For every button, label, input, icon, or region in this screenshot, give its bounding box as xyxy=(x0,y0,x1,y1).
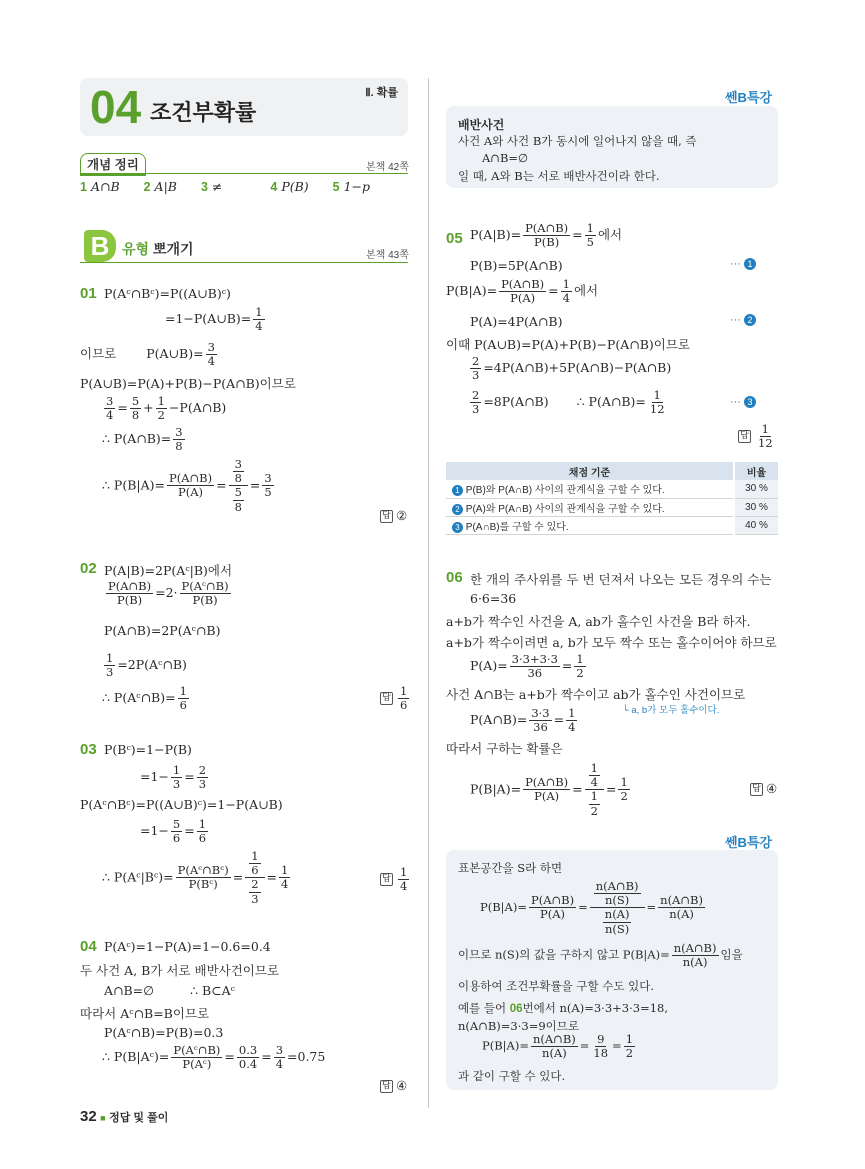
special2-line8: 과 같이 구할 수 있다. xyxy=(458,1069,566,1083)
p06-note: └ a, b가 모두 홀수이다. xyxy=(622,705,720,716)
answer-icon: 답 xyxy=(738,430,751,443)
problem-01-number: 01 xyxy=(80,285,97,302)
p03-line1: P(Bᶜ)=1−P(B) xyxy=(104,742,192,757)
p05-line6: $\frac{2}{3}$ =4P(A∩B)+5P(A∩B)−P(A∩B) xyxy=(472,354,672,383)
problem-06-number: 06 xyxy=(446,569,463,586)
p05-marker-3: ··· 3 xyxy=(730,396,756,408)
p03-line5: ∴ P(Aᶜ|Bᶜ)= $\frac{\text{P(Aᶜ∩Bᶜ)}}{\text{P(Bᶜ)}}$ = $\frac{\frac{1}{6}}{\frac{2}{3}}$ = $\frac{1}{4}$ xyxy=(102,849,289,906)
special2-line3: 이므로 n(S)의 값을 구하지 않고 P(B|A)= $\frac{n(A\cap B)}{n(A)}$ 임을 xyxy=(458,941,743,970)
answer-icon: 답 xyxy=(380,510,393,523)
p01-line1: P(Aᶜ∩Bᶜ)=P((A∪B)ᶜ) xyxy=(104,286,231,301)
type-section-badge: B xyxy=(84,230,116,262)
p04-line2: 두 사건 A, B가 서로 배반사건이므로 xyxy=(80,963,280,978)
grading-row: 1 P(B)와 P(A∩B) 사이의 관계식을 구할 수 있다. 30 % xyxy=(446,480,778,498)
p05-line3: P(B|A)= $\frac{P(A\cap B)}{P(A)}$ = $\frac{1}{4}$ 에서 xyxy=(446,277,599,306)
p03-line3: P(Aᶜ∩Bᶜ)=P((A∪B)ᶜ)=1−P(A∪B) xyxy=(80,797,283,812)
special-title: 배반사건 xyxy=(458,118,505,132)
concept-item: 5 1−p xyxy=(332,179,371,194)
p04-answer: 답 ④ xyxy=(380,1078,407,1093)
type-section-ref: 본책 43쪽 xyxy=(366,250,409,261)
p05-line4: P(A)=4P(A∩B) xyxy=(470,314,563,329)
p01-line2: =1−P(A∪B)= $\frac{1}{4}$ xyxy=(165,305,263,334)
concept-label-text: 개념 정리 xyxy=(87,158,139,172)
p01-line6: ∴ P(A∩B)= $\frac{3}{8}$ xyxy=(102,425,183,454)
p01-answer: 답 ② xyxy=(380,508,407,523)
p06-line9: P(B|A)= $\frac{P(A\cap B)}{P(A)}$ = $\frac{\frac{1}{4}}{\frac{1}{2}}$ = $\frac{1}{2}$ xyxy=(470,761,628,818)
p06-line6: 사건 A∩B는 a+b가 짝수이고 ab가 홀수인 사건이므로 xyxy=(446,687,746,702)
p02-line3: P(A∩B)=2P(Aᶜ∩B) xyxy=(104,623,221,638)
problem-03-number: 03 xyxy=(80,741,97,758)
unit-label: Ⅱ. 확률 xyxy=(365,87,398,99)
type-section-title: 유형 뽀개기 xyxy=(122,241,194,257)
special-box-1 xyxy=(446,106,778,188)
problem-02-number: 02 xyxy=(80,560,97,577)
answer-icon: 답 xyxy=(750,783,763,796)
p02-line5: ∴ P(Aᶜ∩B)= $\frac{1}{6}$ xyxy=(102,684,187,713)
chapter-number: 04 xyxy=(90,81,142,133)
grading-header xyxy=(446,462,778,480)
answer-icon: 답 xyxy=(380,1080,393,1093)
p05-line1: P(A|B)= $\frac{P(A\cap B)}{P(B)}$ = $\frac{1}{5}$ 에서 xyxy=(470,221,623,250)
p04-line5: P(Aᶜ∩B)=P(B)=0.3 xyxy=(104,1025,224,1040)
p06-line1: 한 개의 주사위를 두 번 던져서 나오는 모든 경우의 수는 xyxy=(470,572,772,587)
p06-line4: a+b가 짝수이려면 a, b가 모두 짝수 또는 홀수이어야 하므로 xyxy=(446,635,777,650)
concept-answers xyxy=(80,179,370,194)
column-divider xyxy=(428,78,429,1108)
p02-line4: $\frac{1}{3}$ =2P(Aᶜ∩B) xyxy=(106,651,187,680)
p06-answer: 답 ④ xyxy=(750,781,777,796)
answer-icon: 답 xyxy=(380,873,393,886)
special-badge-1: 쎈B특강 xyxy=(725,90,773,105)
grading-row: 2 P(A)와 P(A∩B) 사이의 관계식을 구할 수 있다. 30 % xyxy=(446,498,778,516)
p05-line7: $\frac{2}{3}$ =8P(A∩B) ∴ P(A∩B)= $\frac{1}{12}$ xyxy=(472,388,665,417)
p06-line8: 따라서 구하는 확률은 xyxy=(446,741,563,756)
p05-line2: P(B)=5P(A∩B) xyxy=(470,258,563,273)
special2-line5: 예를 들어 06번에서 n(A)=3·3+3·3=18, xyxy=(458,1001,668,1015)
grading-header-criteria: 채점 기준 xyxy=(446,462,734,480)
p04-line3: A∩B=∅ ∴ B⊂Aᶜ xyxy=(104,983,236,998)
special2-line4: 이용하여 조건부확률을 구할 수도 있다. xyxy=(458,979,655,993)
special-line2: A∩B=∅ xyxy=(482,151,529,165)
p02-answer: 답 $\frac{1}{6}$ xyxy=(380,685,411,712)
p03-line4: =1− $\frac{5}{6}$ = $\frac{1}{6}$ xyxy=(140,817,207,846)
p02-line1: P(A|B)=2P(Aᶜ|B)에서 xyxy=(104,563,233,578)
p05-line5: 이때 P(A∪B)=P(A)+P(B)−P(A∩B)이므로 xyxy=(446,337,691,352)
p01-line3: 이므로 P(A∪B)= $\frac{3}{4}$ xyxy=(80,340,215,369)
page-footer: 32 ■ 정답 및 풀이 xyxy=(80,1108,169,1125)
p05-answer: 답 $\frac{1}{12}$ xyxy=(738,423,777,450)
special2-line2: P(B|A)= $\frac{P(A\cap B)}{P(A)}$ = $\frac{\frac{n(A\cap B)}{n(S)}}{\frac{n(A)}{n(S)}}$ = $\frac{n(A\cap B)}{n(A)}$ xyxy=(480,879,703,936)
special-box-2 xyxy=(446,850,778,1090)
p06-line3: a+b가 짝수인 사건을 A, ab가 홀수인 사건을 B라 하자. xyxy=(446,614,751,629)
p06-line5: P(A)= $\frac{3\cdot 3+3\cdot 3}{36}$ = $\frac{1}{2}$ xyxy=(470,652,584,681)
p05-marker-1: ··· 1 xyxy=(730,258,756,270)
concept-item: 1 A∩B xyxy=(80,179,120,194)
p01-line5: $\frac{3}{4}$ = $\frac{5}{8}$ + $\frac{1}{2}$ −P(A∩B) xyxy=(106,394,227,423)
grading-header-ratio: 비율 xyxy=(746,467,767,479)
special2-line1: 표본공간을 S라 하면 xyxy=(458,861,563,875)
p06-line2: 6·6=36 xyxy=(470,591,517,606)
p01-line4: P(A∪B)=P(A)+P(B)−P(A∩B)이므로 xyxy=(80,376,296,391)
special-line1: 사건 A와 사건 B가 동시에 일어나지 않을 때, 즉 xyxy=(458,134,697,148)
concept-item: 2 A|B xyxy=(143,179,177,194)
chapter-title: 조건부확률 xyxy=(150,100,257,125)
p04-line4: 따라서 Aᶜ∩B=B이므로 xyxy=(80,1006,210,1021)
p01-line7: ∴ P(B|A)= $\frac{P(A\cap B)}{P(A)}$ = $\frac{\frac{3}{8}}{\frac{5}{8}}$ = $\frac{3}{5}$ xyxy=(102,457,272,514)
grading-row: 3 P(A∩B)를 구할 수 있다. 40 % xyxy=(446,516,778,534)
grading-table xyxy=(446,462,778,535)
p06-line7: P(A∩B)= $\frac{3\cdot 3}{36}$ = $\frac{1}{4}$ xyxy=(470,706,576,735)
chapter-header xyxy=(80,78,408,136)
concept-item: 4 P(B) xyxy=(270,179,309,194)
p04-line1: P(Aᶜ)=1−P(A)=1−0.6=0.4 xyxy=(104,939,271,954)
p03-answer: 답 $\frac{1}{4}$ xyxy=(380,866,411,893)
problem-05-number: 05 xyxy=(446,230,463,247)
special2-line7: P(B|A)= $\frac{n(A\cap B)}{n(A)}$ = $\frac{9}{18}$ = $\frac{1}{2}$ xyxy=(482,1032,634,1061)
answer-icon: 답 xyxy=(380,692,393,705)
p05-marker-2: ··· 2 xyxy=(730,314,756,326)
concept-item: 3 ≠ xyxy=(200,179,223,194)
special2-line6: n(A∩B)=3·3=9이므로 xyxy=(458,1019,579,1033)
problem-04-number: 04 xyxy=(80,938,97,955)
p04-line6: ∴ P(B|Aᶜ)= $\frac{\text{P(Aᶜ∩B)}}{\text{P(Aᶜ)}}$ = $\frac{0.3}{0.4}$ = $\frac{3}{4}$ =0.75 xyxy=(102,1043,326,1072)
special-line3: 일 때, A와 B는 서로 배반사건이라 한다. xyxy=(458,169,660,183)
concept-ref: 본책 42쪽 xyxy=(366,162,409,173)
p02-line2: $\frac{P(A\cap B)}{P(B)}$ =2· $\frac{\text{P(Aᶜ∩B)}}{P(B)}$ xyxy=(108,579,229,608)
p03-line2: =1− $\frac{1}{3}$ = $\frac{2}{3}$ xyxy=(140,763,207,792)
special-badge-2: 쎈B특강 xyxy=(725,835,773,850)
